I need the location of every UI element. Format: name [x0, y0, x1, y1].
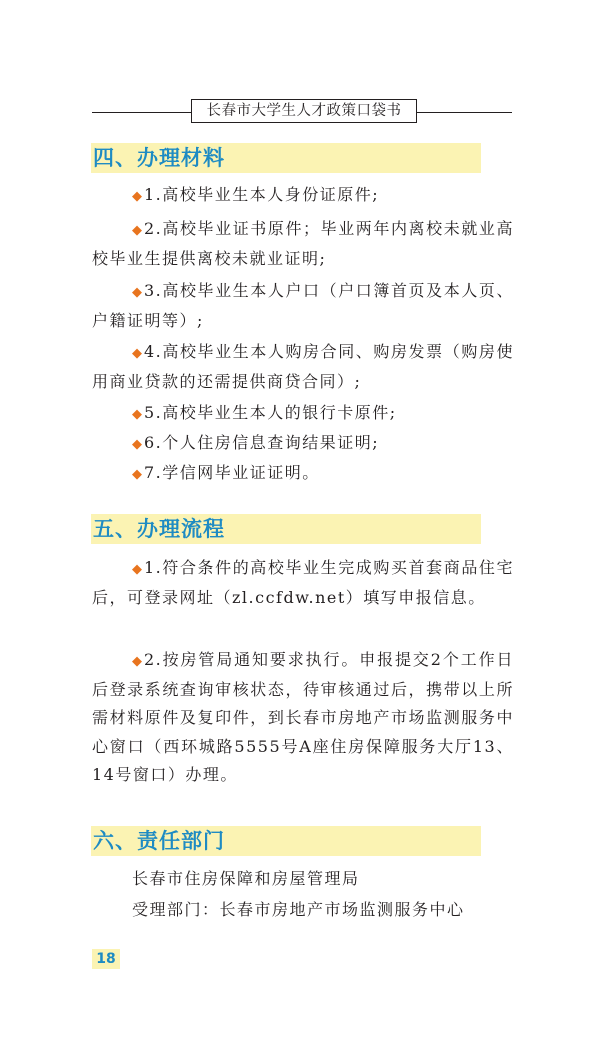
list-item: ◆ 3.高校毕业生本人户口（户口簿首页及本人页、户籍证明等）;: [92, 281, 514, 331]
diamond-bullet-icon: ◆: [132, 407, 142, 422]
diamond-bullet-icon: ◆: [132, 285, 142, 300]
accepting-department: 受理部门：长春市房地产市场监测服务中心: [132, 900, 465, 919]
diamond-bullet-icon: ◆: [132, 654, 142, 669]
department-name: 长春市住房保障和房屋管理局: [132, 869, 360, 888]
list-item: ◆ 5.高校毕业生本人的银行卡原件;: [92, 399, 514, 429]
list-item: ◆ 2.按房管局通知要求执行。申报提交2个工作日后登录系统查询审核状态，待审核通过后，携带以上所需材料原件及复印件，到长春市房地产市场监测服务中心窗口（西环城路5555号A座住房保障服务大厅13、14号窗口）办理。: [92, 650, 514, 784]
section-heading-process: 五、办理流程: [91, 514, 481, 544]
page-number: 18: [92, 949, 120, 969]
list-item: ◆ 1.符合条件的高校毕业生完成购买首套商品住宅后，可登录网址（zl.ccfdw.net）填写申报信息。: [92, 558, 514, 608]
list-item: ◆ 6.个人住房信息查询结果证明;: [92, 429, 514, 459]
diamond-bullet-icon: ◆: [132, 467, 142, 482]
section-heading-materials: 四、办理材料: [91, 143, 481, 173]
diamond-bullet-icon: ◆: [132, 189, 142, 204]
diamond-bullet-icon: ◆: [132, 223, 142, 238]
diamond-bullet-icon: ◆: [132, 437, 142, 452]
diamond-bullet-icon: ◆: [132, 562, 142, 577]
list-item: ◆ 4.高校毕业生本人购房合同、购房发票（购房使用商业贷款的还需提供商贷合同）;: [92, 342, 514, 392]
list-item: ◆ 1.高校毕业生本人身份证原件;: [92, 181, 514, 211]
list-item: ◆ 7.学信网毕业证证明。: [92, 459, 514, 489]
list-item: ◆ 2.高校毕业证书原件；毕业两年内离校未就业高校毕业生提供离校未就业证明;: [92, 219, 514, 269]
section-heading-department: 六、责任部门: [91, 826, 481, 856]
header-title: 长春市大学生人才政策口袋书: [191, 99, 417, 123]
diamond-bullet-icon: ◆: [132, 346, 142, 361]
